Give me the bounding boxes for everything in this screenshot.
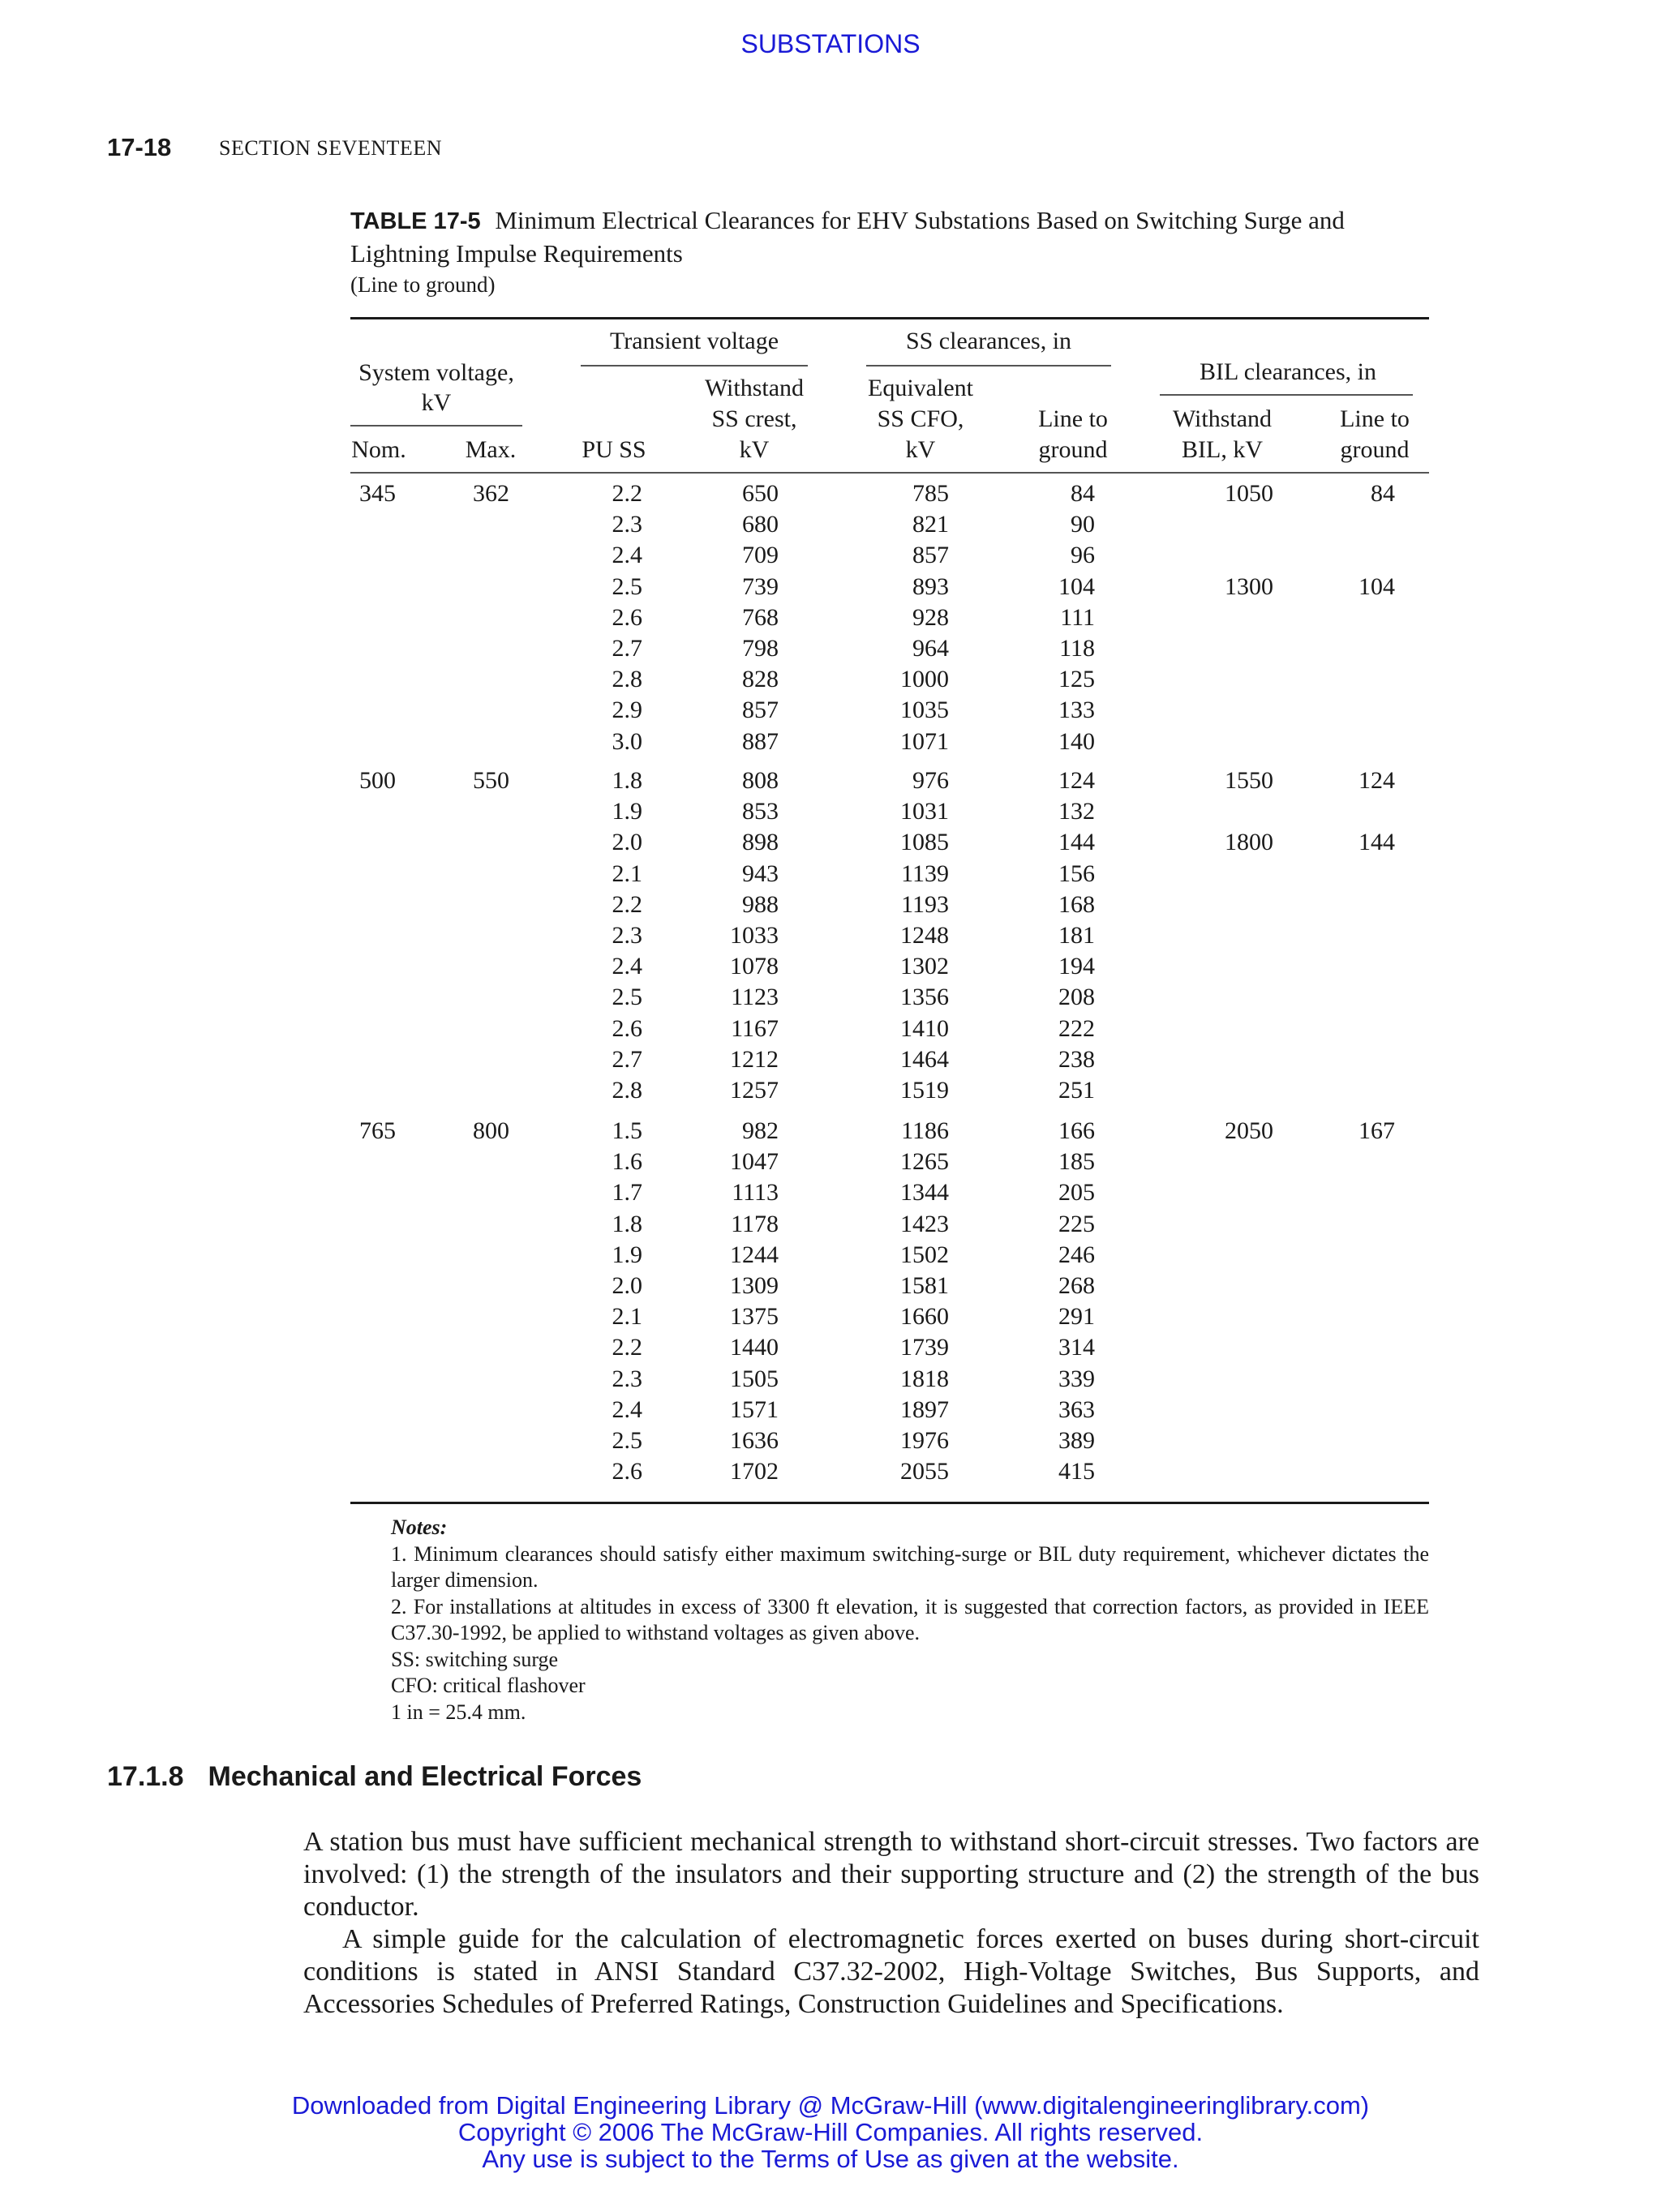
cell-bil-line-to-ground: 144 bbox=[1358, 829, 1395, 856]
cell-equivalent-ss-cfo: 1248 bbox=[900, 922, 949, 949]
table-bottom-rule bbox=[350, 1502, 1429, 1504]
cell-withstand-bil: 1550 bbox=[1225, 767, 1273, 794]
section-label: SECTION SEVENTEEN bbox=[219, 136, 442, 160]
cell-pu-ss: 2.4 bbox=[612, 953, 642, 980]
download-footer bbox=[0, 2092, 1661, 2172]
cell-equivalent-ss-cfo: 1739 bbox=[900, 1334, 949, 1361]
note-1: 1. Minimum clearances should satisfy either maximum switching-surge or BIL duty requirement, whichever dictates the larger dimension. bbox=[391, 1541, 1429, 1592]
cell-pu-ss: 1.7 bbox=[612, 1179, 642, 1207]
cell-pu-ss: 2.1 bbox=[612, 1303, 642, 1331]
cell-equivalent-ss-cfo: 857 bbox=[912, 542, 949, 569]
cell-pu-ss: 2.9 bbox=[612, 697, 642, 724]
cell-pu-ss: 2.7 bbox=[612, 635, 642, 662]
cell-ss-line-to-ground: 238 bbox=[1058, 1045, 1095, 1073]
header-withstand-ss-crest-1: Withstand bbox=[704, 375, 805, 401]
cell-withstand-bil: 1050 bbox=[1225, 480, 1273, 507]
cell-ss-line-to-ground: 84 bbox=[1071, 480, 1095, 507]
cell-ss-line-to-ground: 185 bbox=[1058, 1148, 1095, 1176]
cell-pu-ss: 2.3 bbox=[612, 1365, 642, 1392]
cell-withstand-ss-crest: 739 bbox=[742, 572, 779, 600]
cell-ss-line-to-ground: 268 bbox=[1058, 1272, 1095, 1299]
cell-pu-ss: 2.5 bbox=[612, 984, 642, 1011]
header-equivalent-ss-cfo-1: Equivalent bbox=[868, 375, 973, 401]
cell-ss-line-to-ground: 222 bbox=[1058, 1014, 1095, 1042]
cell-withstand-ss-crest: 798 bbox=[742, 635, 779, 662]
cell-ss-line-to-ground: 90 bbox=[1071, 511, 1095, 538]
cell-ss-line-to-ground: 166 bbox=[1058, 1117, 1095, 1144]
cell-equivalent-ss-cfo: 1818 bbox=[900, 1365, 949, 1392]
cell-withstand-ss-crest: 1571 bbox=[730, 1395, 779, 1423]
cell-withstand-ss-crest: 887 bbox=[742, 727, 779, 755]
cell-max: 550 bbox=[473, 767, 509, 794]
running-header: SUBSTATIONS bbox=[740, 29, 921, 58]
cell-equivalent-ss-cfo: 1897 bbox=[900, 1395, 949, 1423]
cell-withstand-ss-crest: 943 bbox=[742, 860, 779, 887]
cell-pu-ss: 2.1 bbox=[612, 860, 642, 887]
cell-withstand-ss-crest: 650 bbox=[742, 480, 779, 507]
cell-ss-line-to-ground: 194 bbox=[1058, 953, 1095, 980]
header-withstand-bil-1: Withstand bbox=[1172, 405, 1273, 432]
subsection-heading bbox=[107, 1761, 642, 1793]
cell-ss-line-to-ground: 125 bbox=[1058, 666, 1095, 693]
cell-pu-ss: 1.8 bbox=[612, 767, 642, 794]
cell-ss-line-to-ground: 181 bbox=[1058, 922, 1095, 949]
cell-pu-ss: 1.8 bbox=[612, 1210, 642, 1237]
cell-ss-line-to-ground: 291 bbox=[1058, 1303, 1095, 1331]
cell-withstand-ss-crest: 1047 bbox=[730, 1148, 779, 1176]
cell-pu-ss: 2.2 bbox=[612, 890, 642, 918]
cell-ss-line-to-ground: 225 bbox=[1058, 1210, 1095, 1237]
table-top-rule bbox=[350, 317, 1429, 319]
cell-withstand-ss-crest: 1257 bbox=[730, 1077, 779, 1104]
cell-withstand-ss-crest: 1636 bbox=[730, 1427, 779, 1454]
cell-ss-line-to-ground: 111 bbox=[1060, 603, 1095, 631]
cell-pu-ss: 2.5 bbox=[612, 572, 642, 600]
header-bil-line-to-ground-2: ground bbox=[1340, 436, 1410, 463]
cell-ss-line-to-ground: 246 bbox=[1058, 1241, 1095, 1268]
cell-pu-ss: 2.4 bbox=[612, 542, 642, 569]
cell-ss-line-to-ground: 132 bbox=[1058, 798, 1095, 825]
paragraph-2: A simple guide for the calculation of electromagnetic forces exerted on buses during short-circuit conditions is stated in ANSI Standard C37.32-2002, High-Voltage Switches, Bus Supports, and Accessories Schedules of Preferred Ratings, Construction Guidelines and Specifications. bbox=[303, 1924, 1479, 2019]
cell-ss-line-to-ground: 339 bbox=[1058, 1365, 1095, 1392]
header-withstand-ss-crest-3: kV bbox=[739, 436, 770, 463]
cell-ss-line-to-ground: 168 bbox=[1058, 890, 1095, 918]
cell-nom: 345 bbox=[359, 480, 396, 507]
cell-withstand-ss-crest: 768 bbox=[742, 603, 779, 631]
cell-withstand-ss-crest: 709 bbox=[742, 542, 779, 569]
cell-nom: 765 bbox=[359, 1117, 396, 1144]
cell-equivalent-ss-cfo: 1265 bbox=[900, 1148, 949, 1176]
header-ss-clearances: SS clearances, in bbox=[905, 328, 1072, 354]
cell-ss-line-to-ground: 205 bbox=[1058, 1179, 1095, 1207]
cell-pu-ss: 2.7 bbox=[612, 1045, 642, 1073]
cell-equivalent-ss-cfo: 1519 bbox=[900, 1077, 949, 1104]
header-transient-voltage: Transient voltage bbox=[609, 328, 779, 354]
cell-equivalent-ss-cfo: 1976 bbox=[900, 1427, 949, 1454]
cell-equivalent-ss-cfo: 1464 bbox=[900, 1045, 949, 1073]
cell-equivalent-ss-cfo: 785 bbox=[912, 480, 949, 507]
cell-withstand-ss-crest: 1375 bbox=[730, 1303, 779, 1331]
footer-line-2: Copyright © 2006 The McGraw-Hill Companies. All rights reserved. bbox=[457, 2118, 1204, 2146]
cell-ss-line-to-ground: 314 bbox=[1058, 1334, 1095, 1361]
cell-withstand-ss-crest: 1505 bbox=[730, 1365, 779, 1392]
subsection-number: 17.1.8 bbox=[107, 1761, 184, 1792]
cell-pu-ss: 2.5 bbox=[612, 1427, 642, 1454]
cell-withstand-ss-crest: 857 bbox=[742, 697, 779, 724]
cell-ss-line-to-ground: 208 bbox=[1058, 984, 1095, 1011]
body-text bbox=[303, 1826, 1479, 2021]
header-bil-line-to-ground-1: Line to bbox=[1340, 405, 1410, 432]
cell-equivalent-ss-cfo: 1186 bbox=[901, 1117, 949, 1144]
cell-withstand-ss-crest: 1212 bbox=[730, 1045, 779, 1073]
cell-max: 800 bbox=[473, 1117, 509, 1144]
cell-pu-ss: 2.8 bbox=[612, 1077, 642, 1104]
cell-equivalent-ss-cfo: 1581 bbox=[900, 1272, 949, 1299]
table-title: Minimum Electrical Clearances for EHV Substations Based on Switching Surge and Lightning Impulse Requirements bbox=[350, 206, 1345, 268]
cell-bil-line-to-ground: 104 bbox=[1358, 572, 1395, 600]
cell-pu-ss: 3.0 bbox=[612, 727, 642, 755]
cell-equivalent-ss-cfo: 1302 bbox=[900, 953, 949, 980]
paragraph-1: A station bus must have sufficient mechanical strength to withstand short-circuit stresses. Two factors are involved: (1) the strength of the insulators and their supporting structure and (2) the strength of the bus conductor. bbox=[303, 1827, 1479, 1922]
cell-equivalent-ss-cfo: 1660 bbox=[900, 1303, 949, 1331]
cell-equivalent-ss-cfo: 821 bbox=[912, 511, 949, 538]
header-bottom-rule bbox=[350, 472, 1429, 474]
cell-pu-ss: 2.6 bbox=[612, 1458, 642, 1485]
cell-equivalent-ss-cfo: 964 bbox=[912, 635, 949, 662]
cell-ss-line-to-ground: 124 bbox=[1058, 767, 1095, 794]
cell-withstand-ss-crest: 1123 bbox=[731, 984, 779, 1011]
header-underline-bil-clearances bbox=[1160, 394, 1413, 396]
cell-ss-line-to-ground: 415 bbox=[1058, 1458, 1095, 1485]
cell-ss-line-to-ground: 363 bbox=[1058, 1395, 1095, 1423]
cell-ss-line-to-ground: 133 bbox=[1058, 697, 1095, 724]
header-max: Max. bbox=[465, 436, 517, 463]
cell-withstand-ss-crest: 853 bbox=[742, 798, 779, 825]
cell-pu-ss: 2.6 bbox=[612, 603, 642, 631]
cell-withstand-ss-crest: 1167 bbox=[731, 1014, 779, 1042]
note-units: 1 in = 25.4 mm. bbox=[391, 1700, 526, 1724]
cell-withstand-ss-crest: 680 bbox=[742, 511, 779, 538]
cell-ss-line-to-ground: 389 bbox=[1058, 1427, 1095, 1454]
cell-pu-ss: 2.3 bbox=[612, 511, 642, 538]
header-withstand-bil-2: BIL, kV bbox=[1182, 436, 1263, 463]
table-notes bbox=[350, 1515, 1429, 1725]
cell-ss-line-to-ground: 251 bbox=[1058, 1077, 1095, 1104]
cell-pu-ss: 2.2 bbox=[612, 1334, 642, 1361]
subsection-title: Mechanical and Electrical Forces bbox=[208, 1761, 642, 1792]
cell-withstand-ss-crest: 1309 bbox=[730, 1272, 779, 1299]
note-ss: SS: switching surge bbox=[391, 1647, 559, 1671]
cell-equivalent-ss-cfo: 1035 bbox=[900, 697, 949, 724]
cell-ss-line-to-ground: 104 bbox=[1058, 572, 1095, 600]
header-system-voltage-2: kV bbox=[421, 389, 452, 416]
cell-equivalent-ss-cfo: 1085 bbox=[900, 829, 949, 856]
page-number: 17-18 bbox=[107, 133, 172, 161]
cell-pu-ss: 2.0 bbox=[612, 829, 642, 856]
cell-withstand-ss-crest: 808 bbox=[742, 767, 779, 794]
cell-withstand-ss-crest: 988 bbox=[742, 890, 779, 918]
header-bil-clearances: BIL clearances, in bbox=[1200, 358, 1376, 385]
cell-withstand-ss-crest: 1178 bbox=[731, 1210, 779, 1237]
cell-equivalent-ss-cfo: 976 bbox=[912, 767, 949, 794]
cell-pu-ss: 2.3 bbox=[612, 922, 642, 949]
header-equivalent-ss-cfo-3: kV bbox=[905, 436, 936, 463]
header-equivalent-ss-cfo-2: SS CFO, bbox=[877, 405, 964, 432]
cell-bil-line-to-ground: 124 bbox=[1358, 767, 1395, 794]
header-nom: Nom. bbox=[351, 436, 406, 463]
cell-pu-ss: 1.5 bbox=[612, 1117, 642, 1144]
cell-withstand-ss-crest: 982 bbox=[742, 1117, 779, 1144]
header-system-voltage-1: System voltage, bbox=[358, 359, 514, 386]
header-underline-transient-voltage bbox=[581, 365, 808, 367]
cell-pu-ss: 2.2 bbox=[612, 480, 642, 507]
cell-ss-line-to-ground: 118 bbox=[1059, 635, 1095, 662]
header-ss-line-to-ground-1: Line to bbox=[1038, 405, 1108, 432]
cell-ss-line-to-ground: 140 bbox=[1058, 727, 1095, 755]
cell-equivalent-ss-cfo: 1502 bbox=[900, 1241, 949, 1268]
note-2: 2. For installations at altitudes in excess of 3300 ft elevation, it is suggested that correction factors, as provided in IEEE C37.30-1992, be applied to withstand voltages as given above. bbox=[391, 1594, 1429, 1644]
cell-ss-line-to-ground: 156 bbox=[1058, 860, 1095, 887]
cell-equivalent-ss-cfo: 2055 bbox=[900, 1458, 949, 1485]
cell-withstand-ss-crest: 1078 bbox=[730, 953, 779, 980]
cell-equivalent-ss-cfo: 928 bbox=[912, 603, 949, 631]
cell-withstand-ss-crest: 898 bbox=[742, 829, 779, 856]
cell-nom: 500 bbox=[359, 767, 396, 794]
cell-equivalent-ss-cfo: 1139 bbox=[901, 860, 949, 887]
cell-equivalent-ss-cfo: 1031 bbox=[900, 798, 949, 825]
header-withstand-ss-crest-2: SS crest, bbox=[711, 405, 797, 432]
header-ss-line-to-ground-2: ground bbox=[1038, 436, 1108, 463]
cell-withstand-bil: 1800 bbox=[1225, 829, 1273, 856]
cell-equivalent-ss-cfo: 1000 bbox=[900, 666, 949, 693]
cell-withstand-ss-crest: 1440 bbox=[730, 1334, 779, 1361]
note-cfo: CFO: critical flashover bbox=[391, 1674, 586, 1697]
cell-withstand-ss-crest: 1113 bbox=[732, 1179, 779, 1207]
cell-ss-line-to-ground: 96 bbox=[1071, 542, 1095, 569]
header-underline-system-voltage bbox=[350, 425, 522, 427]
cell-equivalent-ss-cfo: 1071 bbox=[900, 727, 949, 755]
table-caption bbox=[350, 204, 1429, 270]
notes-title: Notes: bbox=[391, 1515, 448, 1539]
cell-pu-ss: 1.9 bbox=[612, 798, 642, 825]
cell-equivalent-ss-cfo: 1423 bbox=[900, 1210, 949, 1237]
cell-bil-line-to-ground: 84 bbox=[1371, 480, 1395, 507]
footer-line-3: Any use is subject to the Terms of Use as given at the website. bbox=[482, 2145, 1179, 2173]
cell-ss-line-to-ground: 144 bbox=[1058, 829, 1095, 856]
cell-pu-ss: 2.4 bbox=[612, 1395, 642, 1423]
cell-withstand-ss-crest: 1033 bbox=[730, 922, 779, 949]
header-underline-ss-clearances bbox=[866, 365, 1111, 367]
cell-max: 362 bbox=[473, 480, 509, 507]
cell-bil-line-to-ground: 167 bbox=[1358, 1117, 1395, 1144]
cell-equivalent-ss-cfo: 1356 bbox=[900, 984, 949, 1011]
cell-pu-ss: 2.8 bbox=[612, 666, 642, 693]
cell-equivalent-ss-cfo: 1410 bbox=[900, 1014, 949, 1042]
cell-withstand-bil: 2050 bbox=[1225, 1117, 1273, 1144]
cell-pu-ss: 2.0 bbox=[612, 1272, 642, 1299]
cell-equivalent-ss-cfo: 1193 bbox=[901, 890, 949, 918]
cell-pu-ss: 1.6 bbox=[612, 1148, 642, 1176]
cell-withstand-ss-crest: 1244 bbox=[730, 1241, 779, 1268]
cell-equivalent-ss-cfo: 1344 bbox=[900, 1179, 949, 1207]
cell-withstand-ss-crest: 828 bbox=[742, 666, 779, 693]
header-pu-ss: PU SS bbox=[582, 436, 646, 463]
table-number: TABLE 17-5 bbox=[350, 208, 481, 234]
cell-pu-ss: 1.9 bbox=[612, 1241, 642, 1268]
cell-withstand-ss-crest: 1702 bbox=[730, 1458, 779, 1485]
cell-pu-ss: 2.6 bbox=[612, 1014, 642, 1042]
table-subtitle: (Line to ground) bbox=[350, 272, 496, 297]
cell-withstand-bil: 1300 bbox=[1225, 572, 1273, 600]
footer-line-1: Downloaded from Digital Engineering Library @ McGraw-Hill (www.digitalengineeringlibrary.com) bbox=[291, 2091, 1370, 2120]
cell-equivalent-ss-cfo: 893 bbox=[912, 572, 949, 600]
